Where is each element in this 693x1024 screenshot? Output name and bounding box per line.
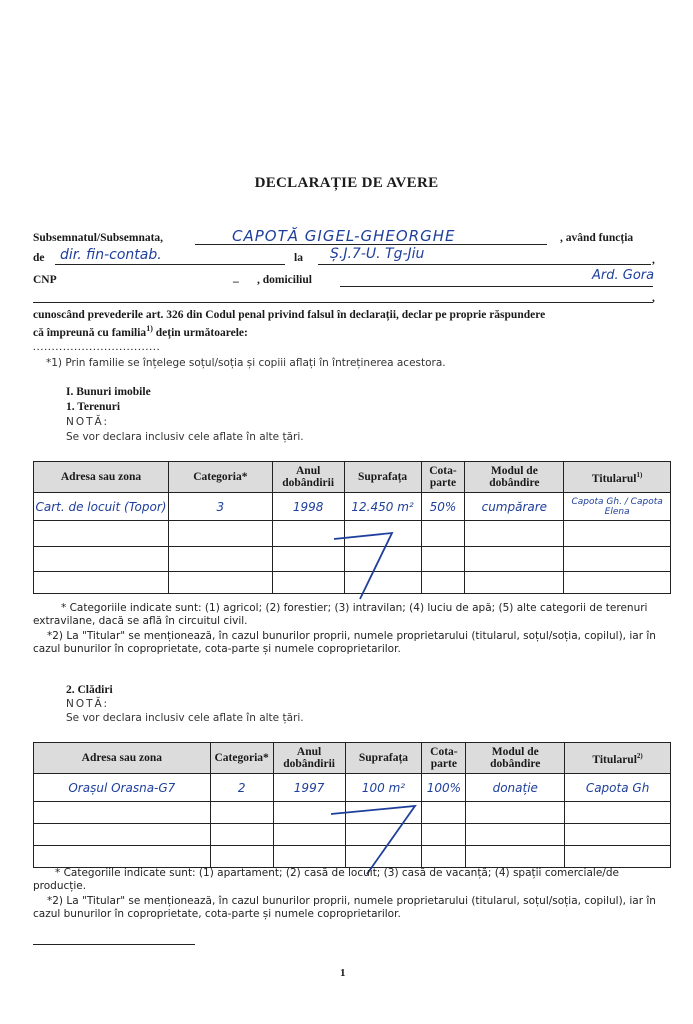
col-suprafata: Suprafața (344, 462, 421, 493)
cnp-label: CNP (33, 274, 57, 286)
cell-anul[interactable]: 1998 (272, 493, 344, 521)
dots-line: .................................. (33, 341, 161, 353)
workplace-underline (318, 264, 651, 265)
col-titular: Titularul$^{2)}$ (565, 743, 671, 774)
strike-mark-1 (330, 525, 400, 605)
declaration-line-2: că împreună cu familia$^{1)}$ dețin următoarele: (33, 324, 248, 339)
table-row (34, 493, 671, 521)
declaration-line-1: cunoscând prevederile art. 326 din Codul penal privind falsul în declarații, declar pe proprie răspundere (33, 309, 546, 321)
domicile-field[interactable]: Ard. Gora (592, 268, 655, 283)
page-title: DECLARAȚIE DE AVERE (254, 175, 439, 191)
col-anul: Anul dobândirii (273, 743, 345, 774)
de-label: de (33, 252, 45, 264)
cell-categoria[interactable]: 3 (168, 493, 272, 521)
workplace-field[interactable]: Ș.J.7-U. Tg-Jiu (330, 246, 425, 262)
cell-titular[interactable]: Capota Gh. / Capota Elena (564, 493, 671, 521)
function-underline (55, 264, 285, 265)
domicile-underline (340, 286, 653, 287)
domiciliul-label: , domiciliul (257, 274, 312, 286)
section1-note2: *2) La "Titular" se menționează, în cazul bunurilor proprii, numele proprietarului (titularul, soțul/soția, copilul), iar în cazul bunurilor în coproprietate, cota-parte și numele coproprietarilor. (33, 630, 656, 655)
col-cota: Cota-parte (422, 743, 466, 774)
table-row (34, 774, 671, 802)
cell-cota[interactable]: 100% (422, 774, 466, 802)
col-modul: Modul de dobândire (465, 462, 564, 493)
cnp-dash: _ (233, 272, 239, 284)
comma: , (652, 254, 655, 266)
col-anul: Anul dobândirii (272, 462, 344, 493)
la-label: la (294, 252, 303, 264)
cell-cota[interactable]: 50% (421, 493, 465, 521)
col-suprafata: Suprafața (345, 743, 422, 774)
cell-anul[interactable]: 1997 (273, 774, 345, 802)
family-footnote: *1) Prin familie se înțelege soțul/soția și copiii aflați în întreținerea acestora. (46, 357, 446, 369)
cell-adresa[interactable]: Cart. de locuit (Topor) (34, 493, 169, 521)
section2-note2: *2) La "Titular" se menționează, în cazul bunurilor proprii, numele proprietarului (titularul, soțul/soția, copilul), iar în cazul bunurilor în coproprietate, cota-parte și numele coproprietarilor. (33, 895, 656, 920)
col-modul: Modul de dobândire (466, 743, 565, 774)
section1-heading: I. Bunuri imobile (66, 386, 151, 398)
section1-sub: 1. Terenuri (66, 401, 121, 413)
section1-nota-text: Se vor declara inclusiv cele aflate în alte țări. (66, 431, 304, 443)
section2-note1: * Categoriile indicate sunt: (1) apartament; (2) casă de locuit; (3) casă de vacanță; (4) spații comerciale/de producție. (33, 867, 619, 892)
section1-nota: NOTĂ: (66, 416, 110, 428)
avand-functia-label: , având funcția (560, 232, 634, 244)
subsemnatul-label: Subsemnatul/Subsemnata, (33, 232, 164, 244)
col-cota: Cota-parte (421, 462, 465, 493)
name-field[interactable]: CAPOTĂ GIGEL-GHEORGHE (232, 227, 456, 245)
col-titular: Titularul$^{1)}$ (564, 462, 671, 493)
cell-titular[interactable]: Capota Gh (565, 774, 671, 802)
cell-suprafata[interactable]: 100 m² (345, 774, 422, 802)
section2-nota-text: Se vor declara inclusiv cele aflate în alte țări. (66, 712, 304, 724)
section2-nota: NOTĂ: (66, 698, 110, 710)
section1-note1: * Categoriile indicate sunt: (1) agricol; (2) forestier; (3) intravilan; (4) luciu de apă; (5) alte categorii de terenuri extravilane, dacă se află în circuitul civil. (33, 602, 648, 627)
page-number: 1 (340, 967, 346, 979)
cell-suprafata[interactable]: 12.450 m² (344, 493, 421, 521)
domicile-underline-2 (33, 302, 653, 303)
cell-modul[interactable]: cumpărare (465, 493, 564, 521)
footnote-separator (33, 944, 195, 945)
cell-categoria[interactable]: 2 (210, 774, 273, 802)
col-categoria: Categoria* (168, 462, 272, 493)
col-adresa: Adresa sau zona (34, 462, 169, 493)
function-field[interactable]: dir. fin-contab. (60, 247, 162, 263)
cell-adresa[interactable]: Orașul Orasna-G7 (34, 774, 211, 802)
col-categoria: Categoria* (210, 743, 273, 774)
col-adresa: Adresa sau zona (34, 743, 211, 774)
section2-sub: 2. Clădiri (66, 684, 113, 696)
cell-modul[interactable]: donație (466, 774, 565, 802)
comma-2: , (652, 292, 655, 304)
